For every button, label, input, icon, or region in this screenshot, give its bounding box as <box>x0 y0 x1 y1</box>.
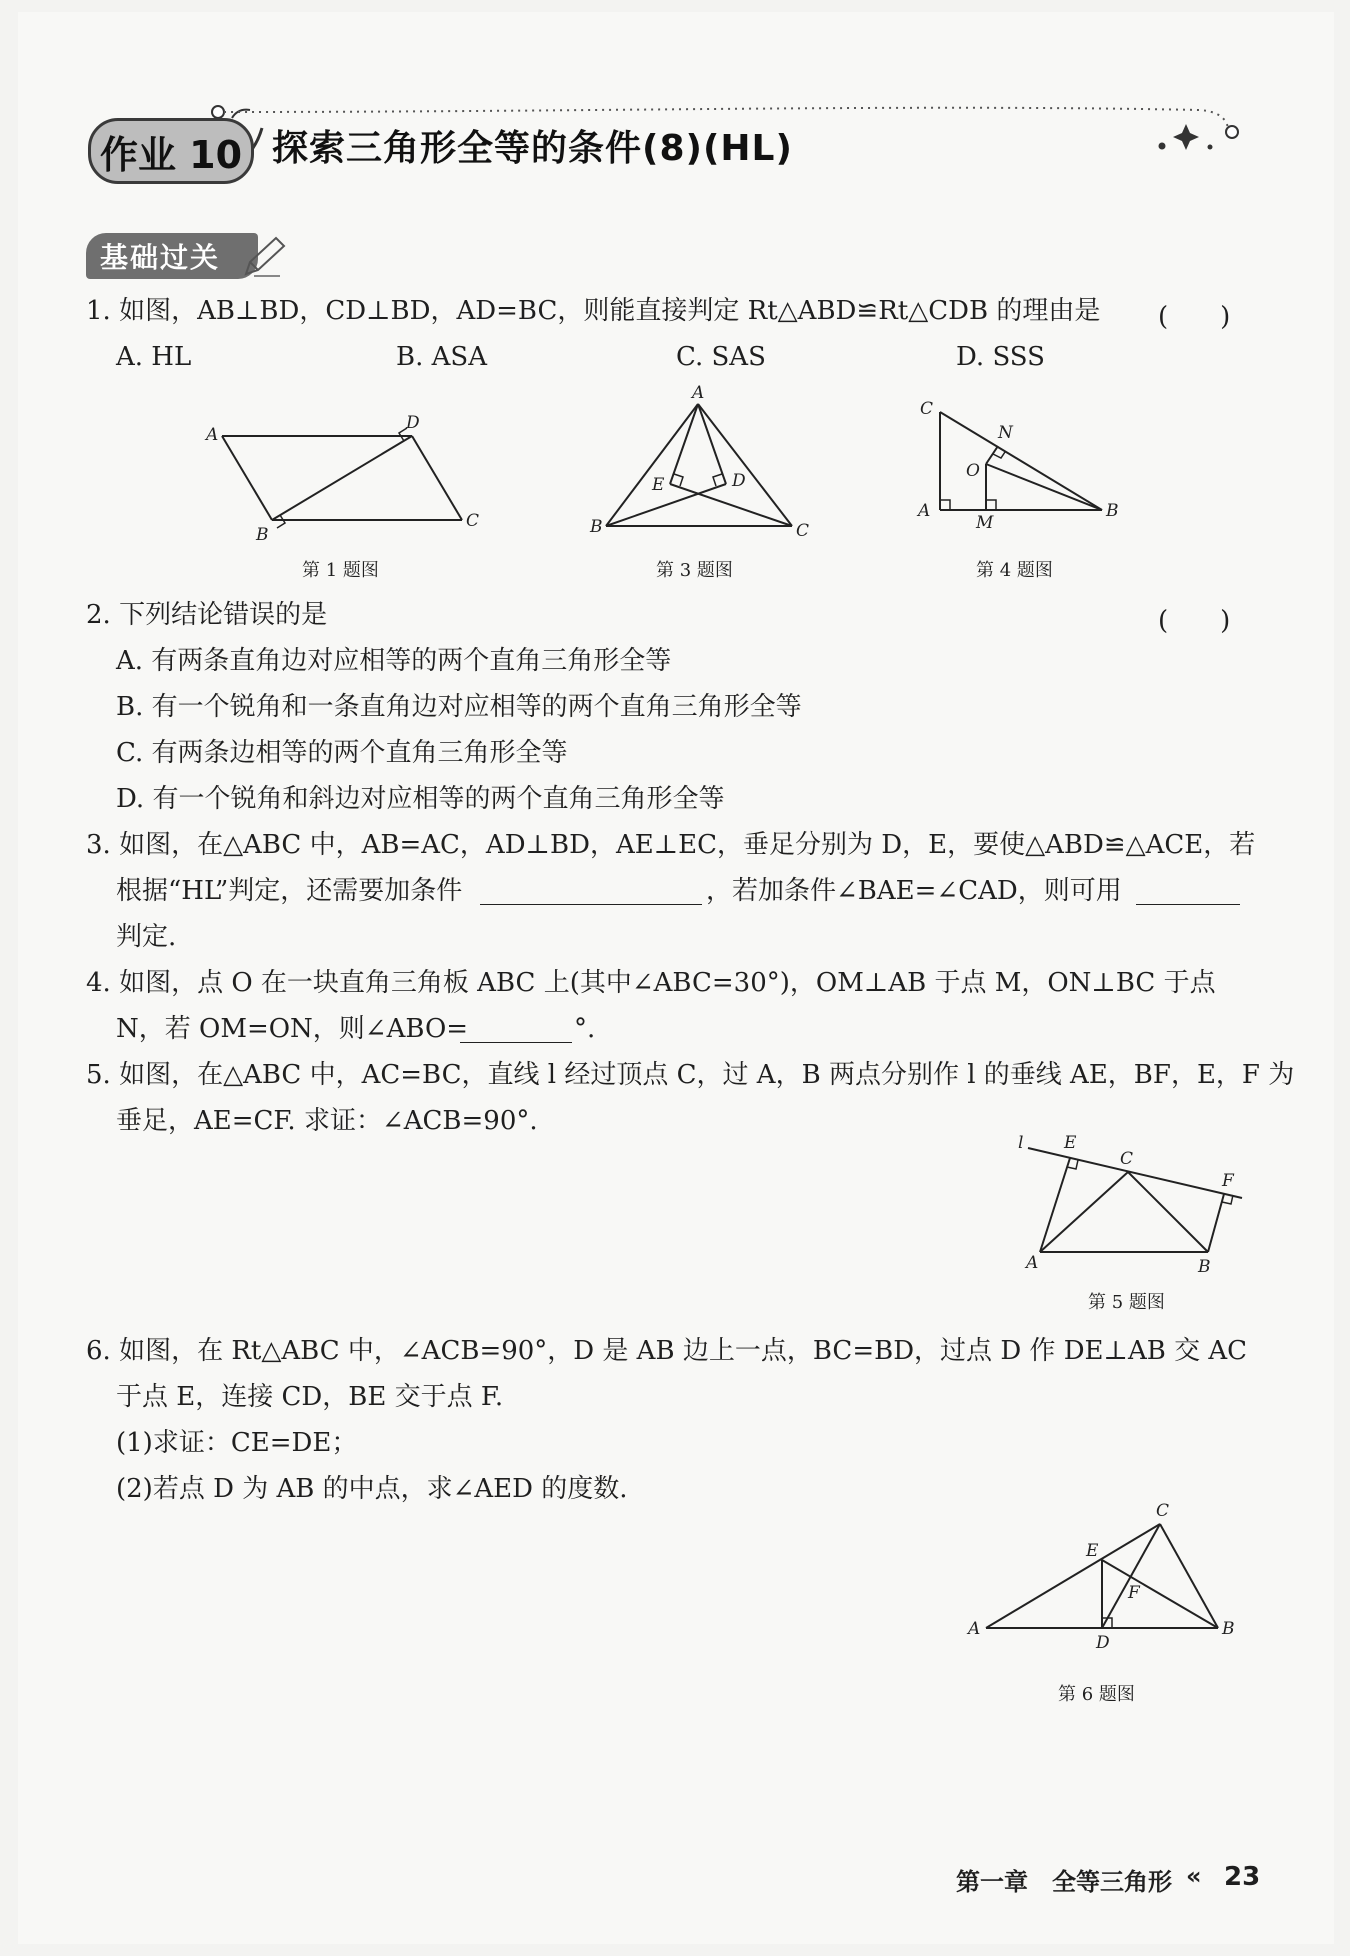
page-number: 23 <box>1224 1862 1261 1892</box>
question-3-line-2b: ，若加条件∠BAE=∠CAD，则可用 <box>706 876 1122 906</box>
question-6-line-1: 6. 如图，在 Rt△ABC 中，∠ACB=90°，D 是 AB 边上一点，BC=BD，过点 D 作 DE⊥AB 交 AC <box>86 1336 1248 1366</box>
figure-3-label-e: E <box>652 475 665 495</box>
question-3-line-1: 3. 如图，在△ABC 中，AB=AC，AD⊥BD，AE⊥EC，垂足分别为 D，E，要使△ABD≌△ACE，若 <box>86 830 1256 860</box>
question-3-blank-2[interactable] <box>1136 904 1240 905</box>
chapter-title: 第一章 全等三角形 <box>956 1868 1172 1896</box>
question-4-blank[interactable] <box>460 1042 572 1043</box>
question-2-answer-paren[interactable]: ( ) <box>1158 606 1231 636</box>
figure-1-label-a: A <box>206 425 219 445</box>
pencil-icon <box>240 234 290 280</box>
question-2-option-d[interactable]: D. 有一个锐角和斜边对应相等的两个直角三角形全等 <box>116 784 725 814</box>
question-1-option-d[interactable]: D. SSS <box>956 342 1045 372</box>
figure-5-label-f: F <box>1222 1171 1234 1191</box>
figure-6 <box>956 1498 1246 1658</box>
figure-6-label-b: B <box>1222 1619 1235 1639</box>
question-3-blank-1[interactable] <box>480 904 702 905</box>
figure-4-label-a: A <box>918 501 931 521</box>
figure-3-label-a: A <box>692 384 705 403</box>
figure-1-label-d: D <box>406 413 420 433</box>
figure-6-caption: 第 6 题图 <box>1058 1684 1135 1705</box>
figure-3-label-d: D <box>732 471 746 491</box>
question-1-answer-paren[interactable]: ( ) <box>1158 302 1231 332</box>
question-2-option-b[interactable]: B. 有一个锐角和一条直角边对应相等的两个直角三角形全等 <box>116 692 802 722</box>
figure-4 <box>910 394 1130 544</box>
figure-4-label-m: M <box>976 513 994 533</box>
figure-1-caption: 第 1 题图 <box>302 560 379 581</box>
question-5-line-1: 5. 如图，在△ABC 中，AC=BC，直线 l 经过顶点 C，过 A，B 两点分别作 l 的垂线 AE，BF，E，F 为 <box>86 1060 1295 1090</box>
figure-6-label-c: C <box>1156 1501 1170 1521</box>
figure-5 <box>1014 1134 1254 1284</box>
figure-4-caption: 第 4 题图 <box>976 560 1053 581</box>
figure-3-label-c: C <box>796 521 810 541</box>
figure-5-label-b: B <box>1198 1257 1211 1277</box>
question-6-part-2: (2)若点 D 为 AB 的中点，求∠AED 的度数. <box>116 1474 628 1504</box>
question-1-option-a[interactable]: A. HL <box>116 342 192 372</box>
question-2-option-a[interactable]: A. 有两条直角边对应相等的两个直角三角形全等 <box>116 646 672 676</box>
question-3-line-2a: 根据“HL”判定，还需要加条件 <box>116 876 463 906</box>
section-tag <box>86 233 258 279</box>
question-1-option-c[interactable]: C. SAS <box>676 342 766 372</box>
figure-3 <box>586 384 816 544</box>
figure-4-label-o: O <box>966 461 980 481</box>
figure-1-label-c: C <box>466 511 480 531</box>
question-6-part-1: (1)求证：CE=DE； <box>116 1428 358 1458</box>
section-label: 基础过关 <box>100 241 221 274</box>
figure-1 <box>200 410 500 550</box>
figure-5-label-c: C <box>1120 1149 1134 1169</box>
figure-4-label-c: C <box>920 399 934 419</box>
figure-6-label-f: F <box>1128 1583 1140 1603</box>
question-1-option-b[interactable]: B. ASA <box>396 342 487 372</box>
question-2-stem: 2. 下列结论错误的是 <box>86 600 328 630</box>
figure-6-label-d: D <box>1096 1633 1110 1653</box>
question-1-stem: 1. 如图，AB⊥BD，CD⊥BD，AD=BC，则能直接判定 Rt△ABD≌Rt△CDB 的理由是 <box>86 296 1101 326</box>
figure-3-label-b: B <box>590 517 603 537</box>
question-3-line-3: 判定. <box>116 922 177 952</box>
figure-6-label-e: E <box>1086 1541 1099 1561</box>
figure-6-label-a: A <box>968 1619 981 1639</box>
question-4-line-2a: N，若 OM=ON，则∠ABO= <box>116 1014 469 1044</box>
figure-5-label-e: E <box>1064 1134 1077 1153</box>
lesson-title: 探索三角形全等的条件(8)(HL) <box>272 128 793 169</box>
question-2-option-c[interactable]: C. 有两条边相等的两个直角三角形全等 <box>116 738 568 768</box>
homework-badge <box>88 118 254 184</box>
figure-1-label-b: B <box>256 525 269 545</box>
figure-5-label-a: A <box>1026 1253 1039 1273</box>
chevron-left-icon: « <box>1186 1862 1202 1890</box>
figure-5-caption: 第 5 题图 <box>1088 1292 1165 1313</box>
question-6-line-2: 于点 E，连接 CD，BE 交于点 F. <box>116 1382 504 1412</box>
figure-3-caption: 第 3 题图 <box>656 560 733 581</box>
figure-5-label-l: l <box>1018 1134 1024 1153</box>
figure-4-label-n: N <box>998 423 1013 443</box>
homework-number: 作业 10 <box>99 132 243 177</box>
question-5-line-2: 垂足，AE=CF. 求证：∠ACB=90°. <box>116 1106 538 1136</box>
question-4-line-2b: °. <box>574 1014 596 1044</box>
figure-4-label-b: B <box>1106 501 1119 521</box>
question-4-line-1: 4. 如图，点 O 在一块直角三角板 ABC 上(其中∠ABC=30°)，OM⊥AB 于点 M，ON⊥BC 于点 <box>86 968 1216 998</box>
